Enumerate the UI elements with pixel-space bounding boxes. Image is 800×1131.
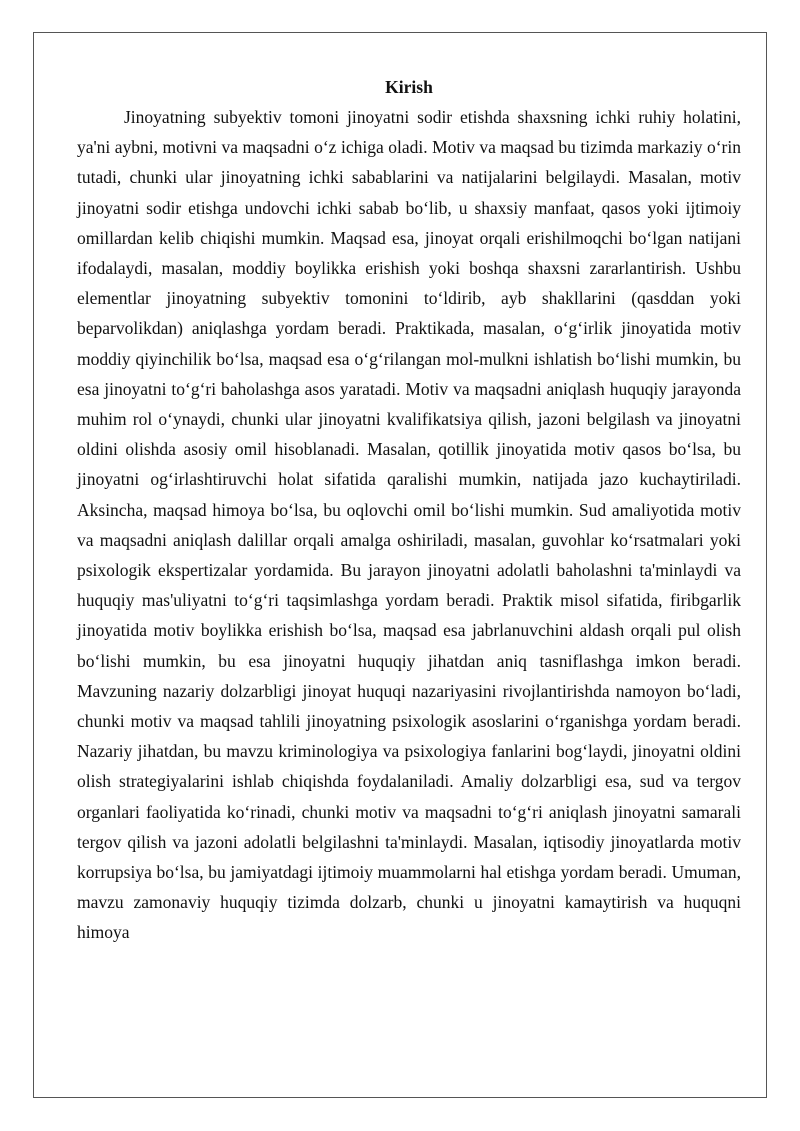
document-body [77, 72, 741, 948]
document-title: Kirish [385, 77, 433, 97]
body-paragraph: Jinoyatning subyektiv tomoni jinoyatni sodir etishda shaxsning ichki ruhiy holatini, ya'ni aybni, motivni va maqsadni o‘z ichiga oladi. Motiv va maqsad bu tizimda markaziy o‘rin tutadi, chunki ular jinoyatning ichki sabablarini va natijalarini belgilaydi. Masalan, motiv jinoyatni sodir etishga undovchi ichki sabab bo‘lib, u shaxsiy manfaat, qasos yoki ijtimoiy omillardan kelib chiqishi mumkin. Maqsad esa, jinoyat orqali erishilmoqchi bo‘lgan natijani ifodalaydi, masalan, moddiy boylikka erishish yoki boshqa shaxsni zararlantirish. Ushbu elementlar jinoyatning subyektiv tomonini to‘ldirib, ayb shakllarini (qasddan yoki beparvolikdan) aniqlashga yordam beradi. Praktikada, masalan, o‘g‘irlik jinoyatida motiv moddiy qiyinchilik bo‘lsa, maqsad esa o‘g‘rilangan mol-mulkni ishlatish bo‘lishi mumkin, bu esa jinoyatni to‘g‘ri baholashga asos yaratadi. Motiv va maqsadni aniqlash huquqiy jarayonda muhim rol o‘ynaydi, chunki ular jinoyatni kvalifikatsiya qilish, jazoni belgilash va jinoyatni oldini olishda asosiy omil hisoblanadi. Masalan, qotillik jinoyatida motiv qasos bo‘lsa, bu jinoyatni og‘irlashtiruvchi holat sifatida qaralishi mumkin, natijada jazo kuchaytiriladi. Aksincha, maqsad himoya bo‘lsa, bu oqlovchi omil bo‘lishi mumkin. Sud amaliyotida motiv va maqsadni aniqlash dalillar orqali amalga oshiriladi, masalan, guvohlar ko‘rsatmalari yoki psixologik ekspertizalar yordamida. Bu jarayon jinoyatni adolatli baholashni ta'minlaydi va huquqiy mas'uliyatni to‘g‘ri taqsimlashga yordam beradi. Praktik misol sifatida, firibgarlik jinoyatida motiv boylikka erishish bo‘lsa, maqsad esa jabrlanuvchini aldash orqali pul olish bo‘lishi mumkin, bu esa jinoyatni huquqiy jihatdan aniq tasniflashga imkon beradi. Mavzuning nazariy dolzarbligi jinoyat huquqi nazariyasini rivojlantirishda namoyon bo‘ladi, chunki motiv va maqsad tahlili jinoyatning psixologik asoslarini o‘rganishga yordam beradi. Nazariy jihatdan, bu mavzu kriminologiya va psixologiya fanlarini bog‘laydi, jinoyatni oldini olish strategiyalarini ishlab chiqishda foydalaniladi. Amaliy dolzarbligi esa, sud va tergov organlari faoliyatida ko‘rinadi, chunki motiv va maqsadni to‘g‘ri aniqlash jinoyatni samarali tergov qilish va jazoni adolatli belgilashni ta'minlaydi. Masalan, iqtisodiy jinoyatlarda motiv korrupsiya bo‘lsa, bu jamiyatdagi ijtimoiy muammolarni hal etishga yordam beradi. Umuman, mavzu zamonaviy huquqiy tizimda dolzarb, chunki u jinoyatni kamaytirish va huquqni himoya [77, 107, 741, 943]
